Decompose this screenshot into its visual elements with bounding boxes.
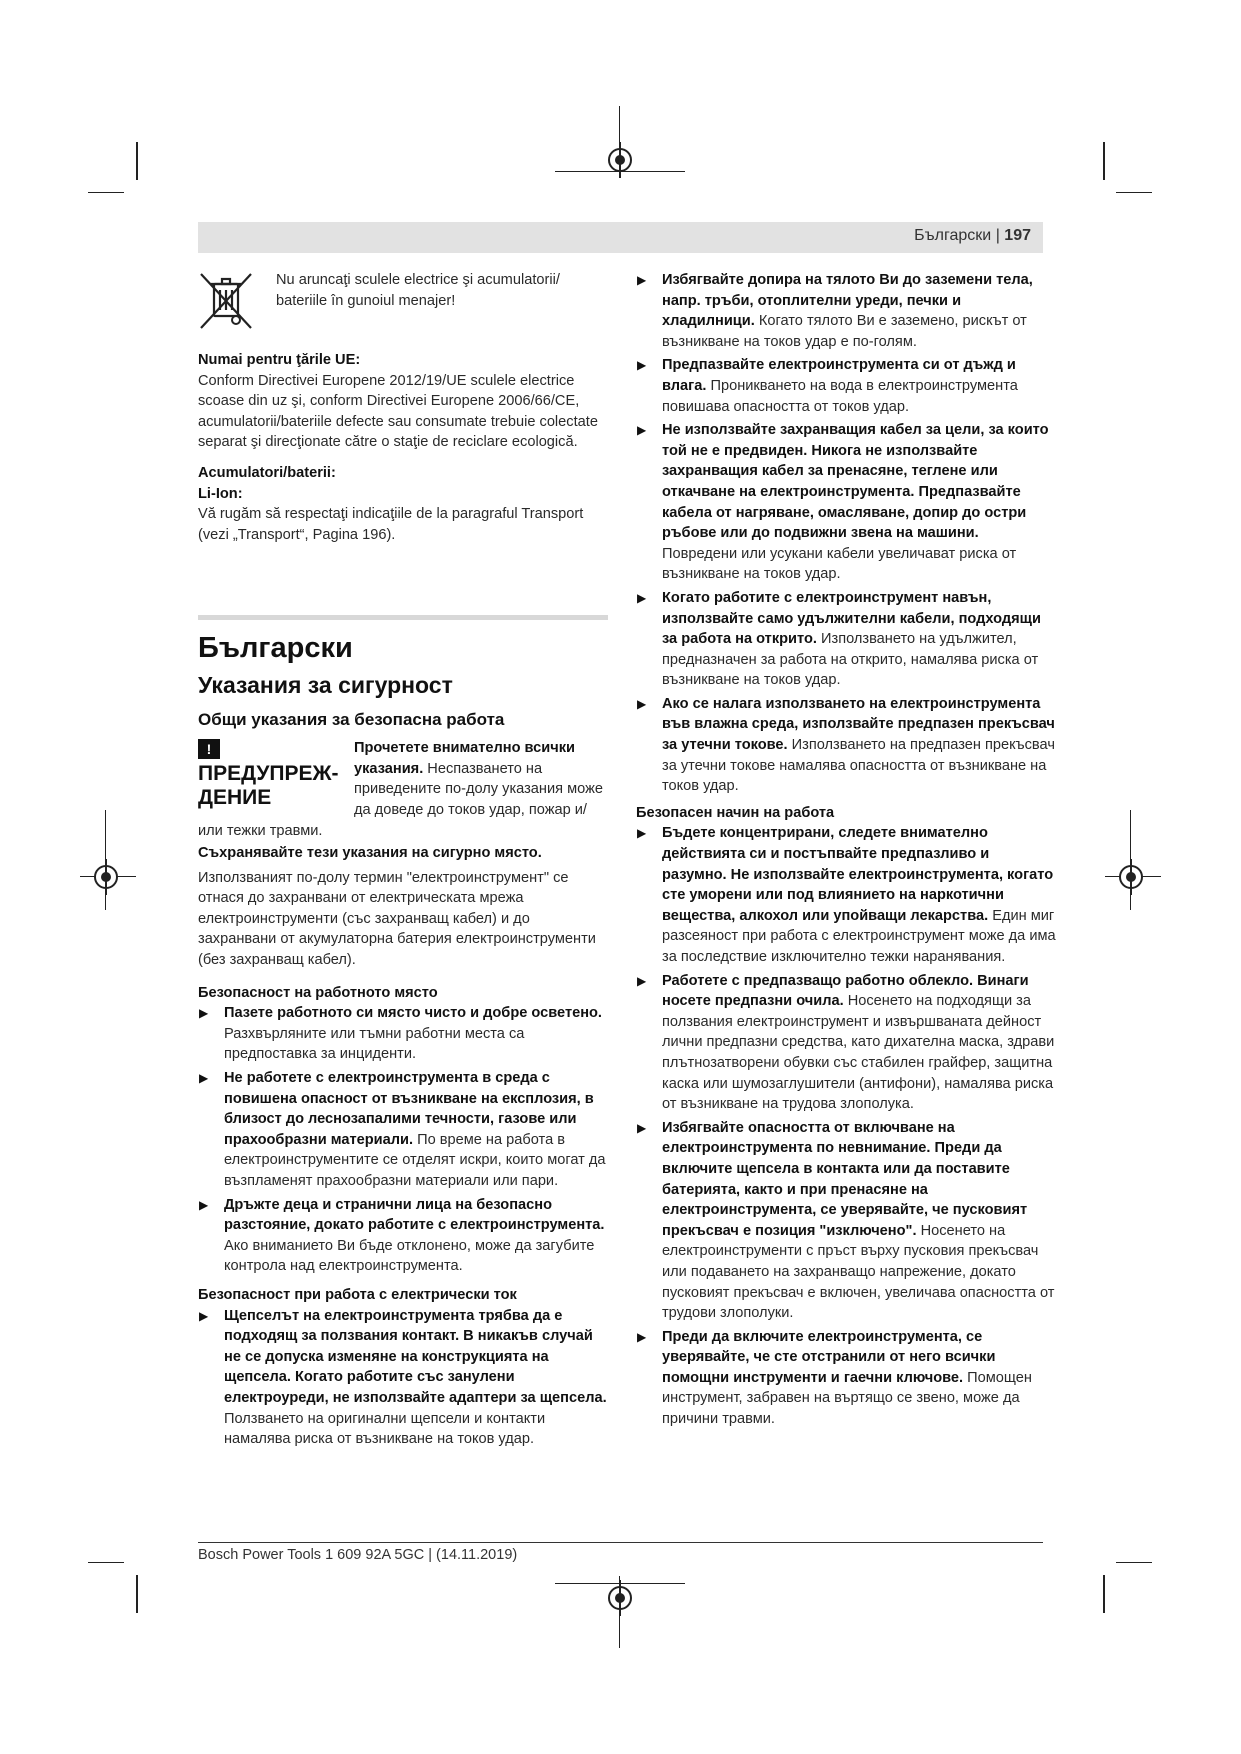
bullet-arrow-icon: ▶	[199, 1197, 209, 1212]
list-item-text: Ползването на оригинални щепсели и контакти намалява риска от възникване на токов удар.	[224, 1410, 546, 1448]
list-item-bold: Пазете работното си място чисто и добре осветено.	[224, 1005, 602, 1022]
liion-heading: Li-Ion:	[198, 485, 243, 502]
language-title: Български	[198, 632, 353, 665]
list-item-text: Носенето на електроинструменти с пръст върху пусковия прекъсвач или подаването на захранващо напрежение, докато пусковият прекъсвач е включен, увеличава опасността от трудови злополуки.	[662, 1222, 1055, 1322]
list-item-bold: Бъдете концентрирани, следете внимателно действията си и постъпвайте предпазливо и разумно. Не използвайте електроинструмента, когато сте уморени или под влиянието на наркотични вещества, алкохол или упойващи лекарства.	[662, 825, 1054, 924]
workplace-list	[198, 1003, 608, 1277]
list-item-text: Повредени или усукани кабели увеличават риска от възникване на токов удар.	[662, 545, 1017, 583]
list-item-text: Разхвърляните или тъмни работни места са предпоставка за инциденти.	[224, 1025, 525, 1063]
weee-notice	[198, 270, 608, 334]
bullet-arrow-icon: ▶	[637, 826, 647, 841]
keep-instructions: Съхранявайте тези указания на сигурно място.	[198, 845, 542, 862]
eu-heading: Numai pentru ţările UE:	[198, 352, 361, 368]
header-separator: |	[995, 227, 1000, 244]
liion-text: Vă rugăm să respectaţi indicaţiile de la paragraful Transport (vezi „Transport“, Pagina 196).	[198, 506, 584, 543]
list-item-text: Носенето на подходящи за ползвания електроинструмент и извършваната дейност лични предпазни средства, като дихателна маска, здрави плътнозатворени обувки със стабилен грайфер, защитна каска или шумозаглушители (антифони), намалява риска от възникване на трудова злополука.	[662, 993, 1055, 1113]
list-item	[636, 270, 1056, 352]
electrical-list-continued	[636, 270, 1056, 797]
general-safety-title: Общи указания за безопасна работа	[198, 709, 505, 729]
list-item-bold: Не използвайте захранващия кабел за цели, за които той не е предвиден. Никога не използвайте захранващия кабел за пренасяне, теглене или откачване на електроинструмента. Предпазвайте кабела от нагряване, омасляване, допир до остри ръбове или до подвижни звена на машини.	[662, 422, 1049, 542]
warning-block	[198, 738, 608, 841]
safe-work-list	[636, 823, 1056, 1429]
term-text: Използваният по-долу термин "електроинструмент" се отнася до захранвани от електрическата мрежа електроинструменти (със захранващ кабел) и до захранвани от акумулаторна батерия електроинструменти (без захранващ кабел).	[198, 869, 596, 969]
electrical-heading: Безопасност при работа с електрически ток	[198, 1286, 517, 1303]
registration-mark-icon	[94, 865, 118, 889]
list-item-bold: Когато работите с електроинструмент навън, използвайте само удължителни кабели, подходящи за работа на открито.	[662, 589, 1041, 648]
list-item-text: Помощен инструмент, забравен на въртящо се звено, може да причини травми.	[662, 1369, 1032, 1428]
list-item	[198, 1068, 608, 1192]
list-item-bold: Не работете с електроинструмента в среда с повишена опасност от възникване на експлозия, в близост до леснозапалими течности, газове или прахообразни материали.	[224, 1070, 594, 1148]
crossed-out-wheelie-bin-icon	[198, 270, 254, 334]
list-item-bold: Избягвайте допира на тялото Ви до заземени тела, напр. тръби, отоплителни уреди, печки и хладилници.	[662, 272, 1033, 330]
left-column	[198, 270, 608, 1453]
list-item-text: По време на работа в електроинструментите се отделят искри, които могат да възпламенят прахообразни материали или пари.	[224, 1131, 606, 1189]
bullet-arrow-icon: ▶	[199, 1071, 209, 1086]
bullet-arrow-icon: ▶	[637, 1120, 647, 1135]
list-item	[198, 1195, 608, 1277]
list-item-bold: Дръжте деца и странични лица на безопасно разстояние, докато работите с електроинструмента.	[224, 1196, 605, 1234]
list-item-text: Когато тялото Ви е заземено, рискът от възникване на токов удар е по-голям.	[662, 313, 1027, 350]
list-item-text: Един миг разсеяност при работа с електроинструмент може да има за последствие изключително тежки наранявания.	[662, 907, 1056, 965]
battery-heading: Acumulatori/baterii:	[198, 464, 336, 481]
list-item	[636, 420, 1056, 585]
registration-mark-icon	[608, 1586, 632, 1610]
warning-text: Прочетете внимателно всички указания. Неспазването на приведените по-долу указания може да доведе до токов удар, пожар и/или тежки травми.	[198, 740, 603, 839]
list-item-text: Използването на удължител, предназначен за работа на открито, намалява риска от възникване на токов удар.	[662, 631, 1039, 689]
bullet-arrow-icon: ▶	[199, 1308, 209, 1323]
right-column	[636, 270, 1056, 1433]
page-header	[198, 222, 1043, 253]
bullet-arrow-icon: ▶	[637, 358, 647, 373]
list-item	[636, 355, 1056, 417]
crop-mark	[1116, 192, 1152, 193]
list-item	[636, 971, 1056, 1115]
bullet-arrow-icon: ▶	[637, 1329, 647, 1344]
bullet-arrow-icon: ▶	[637, 973, 647, 988]
footer-rule	[198, 1542, 1043, 1543]
bullet-arrow-icon: ▶	[637, 273, 647, 287]
bullet-arrow-icon: ▶	[199, 1006, 209, 1021]
crop-mark	[88, 192, 124, 193]
warning-triangle-icon: !	[198, 739, 220, 759]
footer-text: Bosch Power Tools 1 609 92A 5GC | (14.11.2019)	[198, 1547, 518, 1563]
list-item	[636, 823, 1056, 967]
crop-mark	[136, 1575, 138, 1613]
crop-mark	[1103, 142, 1105, 180]
list-item	[198, 1003, 608, 1065]
list-item-text: Използването на предпазен прекъсвач за утечни токове намалява опасността от възникване на токов удар.	[662, 737, 1055, 795]
page-number: 197	[1004, 227, 1031, 244]
list-item	[636, 694, 1056, 797]
list-item-bold: Преди да включите електроинструмента, се уверявайте, че сте отстранили от него всички помощни инструменти и гаечни ключове.	[662, 1328, 996, 1386]
registration-mark-icon	[608, 148, 632, 172]
registration-mark-icon	[1119, 865, 1143, 889]
electrical-list	[198, 1306, 608, 1450]
list-item-bold: Избягвайте опасността от включване на електроинструмента по невнимание. Преди да включите щепсела в контакта или да поставите батерията, както и при пренасяне на електроинструмента, се уверявайте, че пусковият прекъсвач е позиция "изключено".	[662, 1119, 1028, 1239]
weee-text: Nu aruncaţi sculele electrice şi acumulatorii/ bateriile în gunoiul menajer!	[276, 272, 560, 309]
list-item-bold: Ако се налага използването на електроинструмента във влажна среда, използвайте предпазен прекъсвач за утечни токове.	[662, 695, 1055, 754]
list-item	[636, 1327, 1056, 1430]
list-item-bold: Предпазвайте електроинструмента си от дъжд и влага.	[662, 357, 1016, 394]
crop-mark	[1116, 1562, 1152, 1563]
bullet-arrow-icon: ▶	[637, 590, 647, 605]
list-item	[636, 1118, 1056, 1324]
crop-mark	[136, 142, 138, 180]
eu-text: Conform Directivei Europene 2012/19/UE sculele electrice scoase din uz şi, conform Directivei Europene 2006/66/CE, acumulatorii/bateriile defecte sau consumate trebuie colectate separat şi direcţionate către o staţie de reciclare ecologică.	[198, 372, 598, 451]
bullet-arrow-icon: ▶	[637, 696, 647, 711]
list-item-text: Ако вниманието Ви бъде отклонено, може да загубите контрола над електроинструмента.	[224, 1237, 595, 1275]
header-text	[914, 227, 1031, 245]
section-divider	[198, 615, 608, 620]
bullet-arrow-icon: ▶	[637, 423, 647, 438]
workplace-heading: Безопасност на работното място	[198, 984, 438, 1001]
crop-mark	[88, 1562, 124, 1563]
warning-label: !ПРЕДУПРЕЖ-ДЕНИЕ	[198, 741, 339, 810]
list-item-bold: Щепселът на електроинструмента трябва да е подходящ за ползвания контакт. В никакъв случай не се допуска изменяне на конструкцията на щепсела. Когато работите със занулени електроуреди, не използвайте адаптери за щепсела.	[224, 1307, 607, 1406]
safe-work-heading: Безопасен начин на работа	[636, 804, 835, 821]
safety-title: Указания за сигурност	[198, 671, 453, 698]
list-item-text: Проникването на вода в електроинструмента повишава опасността от токов удар.	[662, 377, 1018, 415]
list-item	[636, 588, 1056, 691]
list-item-bold: Работете с предпазващо работно облекло. Винаги носете предпазни очила.	[662, 972, 1029, 1010]
list-item	[198, 1306, 608, 1450]
header-language: Български	[914, 227, 992, 244]
crop-mark	[1103, 1575, 1105, 1613]
